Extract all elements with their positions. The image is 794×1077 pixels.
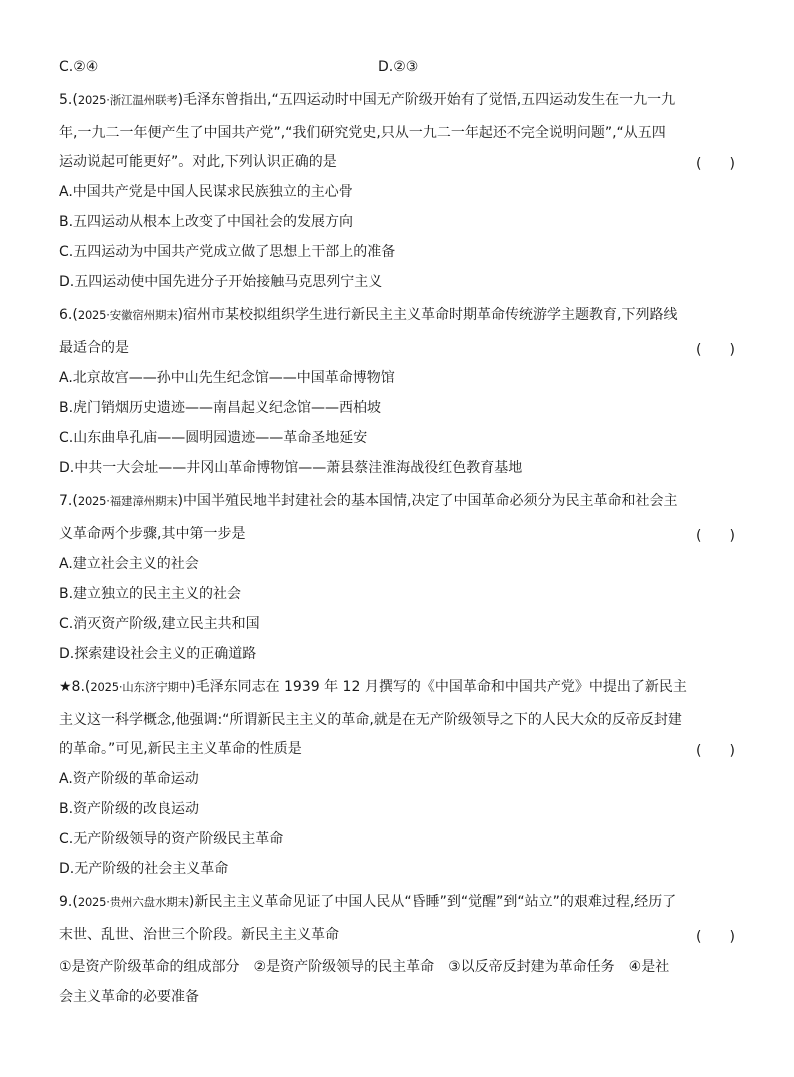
q7-line-2: 义革命两个步骤,其中第一步是 — [59, 526, 246, 542]
q5-line-2: 年,一九二一年便产生了中国共产党”,“我们研究党史,只从一九二一年起还不完全说明问题”,“从五四 — [59, 125, 666, 141]
q8-line-1 — [59, 678, 687, 696]
q8-line-2: 主义这一科学概念,他强调:“所谓新民主主义的革命,就是在无产阶级领导之下的人民大众的反帝反封建 — [59, 712, 682, 728]
q7-option-c: C.消灭资产阶级,建立民主共和国 — [59, 616, 260, 632]
q9-line-2: 末世、乱世、治世三个阶段。新民主主义革命 — [59, 927, 339, 943]
q9-source: 2025·贵州六盘水期末 — [77, 895, 189, 909]
q5-option-a: A.中国共产党是中国人民谋求民族独立的主心骨 — [59, 184, 353, 200]
q5-number: 5.( — [59, 92, 78, 108]
prev-option-c: C.②④ — [59, 59, 99, 75]
q7-option-b: B.建立独立的民主主义的社会 — [59, 586, 242, 602]
q9-number: 9.( — [59, 894, 78, 910]
q6-line-1 — [59, 306, 677, 324]
q8-option-b: B.资产阶级的改良运动 — [59, 801, 200, 817]
q5-option-b: B.五四运动从根本上改变了中国社会的发展方向 — [59, 214, 354, 230]
q5-line-3: 运动说起可能更好”。对此,下列认识正确的是 — [59, 154, 337, 170]
q7-stem-1: )中国半殖民地半封建社会的基本国情,决定了中国革命必须分为民主革命和社会主 — [177, 493, 678, 509]
q6-option-d: D.中共一大会址——井冈山革命博物馆——萧县蔡洼淮海战役红色教育基地 — [59, 460, 523, 476]
q6-option-b: B.虎门销烟历史遗迹——南昌起义纪念馆——西柏坡 — [59, 400, 382, 416]
prev-option-d: D.②③ — [378, 59, 419, 75]
q9-statements-line-1: ①是资产阶级革命的组成部分 ②是资产阶级领导的民主革命 ③以反帝反封建为革命任务 ④是社 — [59, 959, 670, 975]
q8-source: 2025·山东济宁期中 — [90, 680, 191, 694]
q5-option-c: C.五四运动为中国共产党成立做了思想上干部上的准备 — [59, 244, 396, 260]
q8-option-a: A.资产阶级的革命运动 — [59, 771, 199, 787]
q8-option-d: D.无产阶级的社会主义革命 — [59, 861, 229, 877]
q6-source: 2025·安徽宿州期末 — [77, 308, 178, 322]
q7-line-1 — [59, 492, 677, 510]
q9-answer-bracket: ( ) — [696, 929, 735, 945]
q9-stem-1: )新民主主义革命见证了中国人民从“昏睡”到“觉醒”到“站立”的艰难过程,经历了 — [188, 894, 677, 910]
q5-source: 2025·浙江温州联考 — [77, 93, 178, 107]
q7-number: 7.( — [59, 493, 78, 509]
q6-line-2: 最适合的是 — [59, 340, 129, 356]
q6-answer-bracket: ( ) — [696, 342, 735, 358]
q8-option-c: C.无产阶级领导的资产阶级民主革命 — [59, 831, 284, 847]
q8-stem-1: )毛泽东同志在 1939 年 12 月撰写的《中国革命和中国共产党》中提出了新民主 — [190, 679, 687, 695]
q8-line-3: 的革命。”可见,新民主主义革命的性质是 — [59, 741, 302, 757]
q6-number: 6.( — [59, 307, 78, 323]
q8-number: ★8.( — [59, 679, 91, 695]
q6-option-c: C.山东曲阜孔庙——圆明园遗迹——革命圣地延安 — [59, 430, 368, 446]
q7-option-d: D.探索建设社会主义的正确道路 — [59, 646, 257, 662]
q7-answer-bracket: ( ) — [696, 528, 735, 544]
q7-option-a: A.建立社会主义的社会 — [59, 556, 199, 572]
q6-stem-1: )宿州市某校拟组织学生进行新民主主义革命时期革命传统游学主题教育,下列路线 — [177, 307, 678, 323]
q5-option-d: D.五四运动使中国先进分子开始接触马克思列宁主义 — [59, 274, 383, 290]
q5-stem-1: )毛泽东曾指出,“五四运动时中国无产阶级开始有了觉悟,五四运动发生在一九一九 — [177, 92, 676, 108]
q9-statements-line-2: 会主义革命的必要准备 — [59, 989, 199, 1005]
q5-line-1 — [59, 91, 675, 109]
q5-answer-bracket: ( ) — [696, 156, 735, 172]
q9-line-1 — [59, 893, 676, 911]
q8-answer-bracket: ( ) — [696, 743, 735, 759]
q7-source: 2025·福建漳州期末 — [77, 494, 178, 508]
q6-option-a: A.北京故宫——孙中山先生纪念馆——中国革命博物馆 — [59, 370, 395, 386]
